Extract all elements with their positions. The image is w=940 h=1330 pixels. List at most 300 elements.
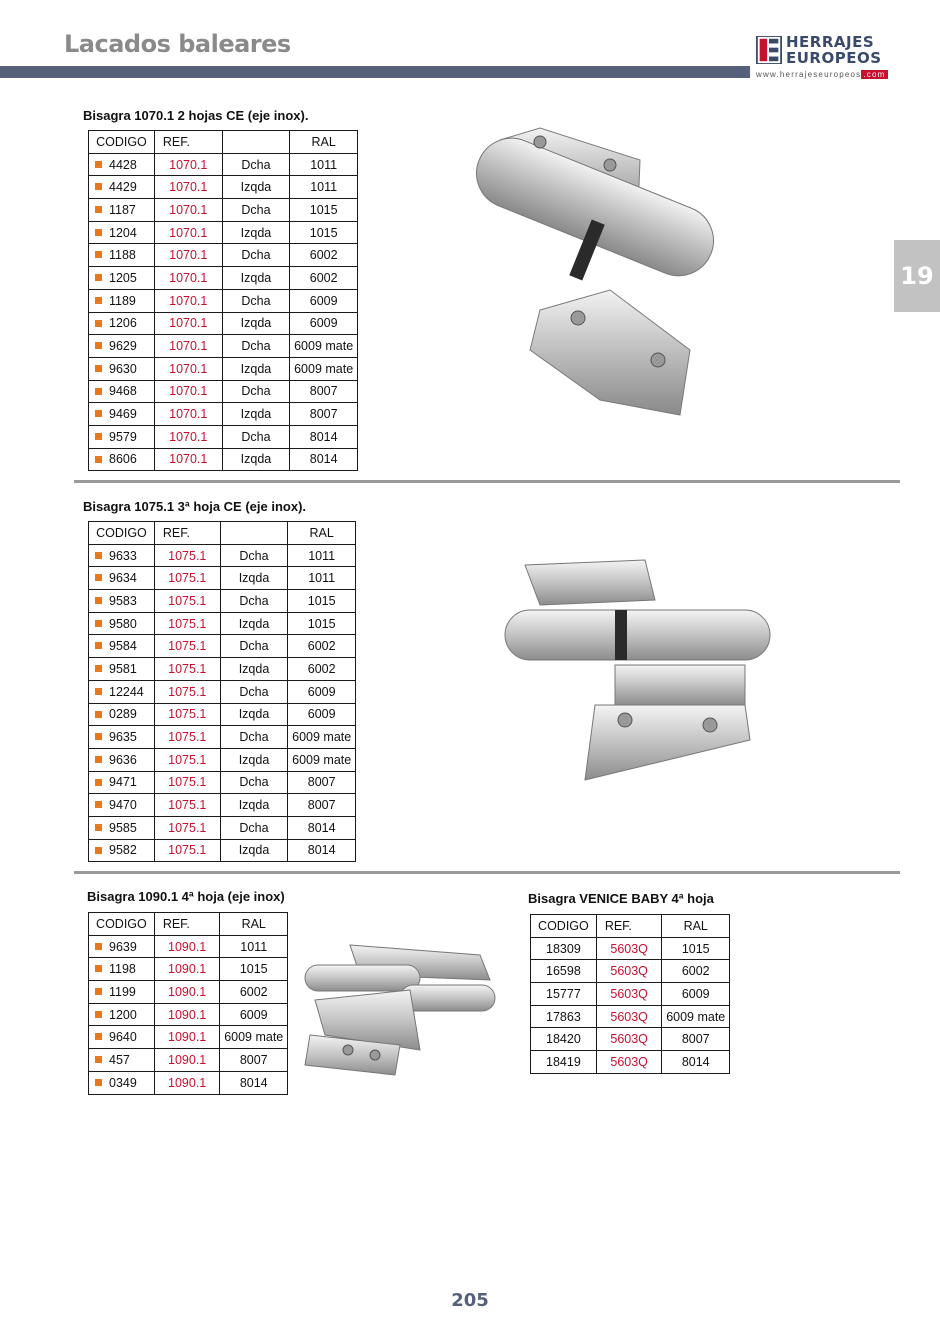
header-bar [0, 66, 750, 78]
table-header-row [89, 131, 358, 154]
cell-codigo-text: 9469 [109, 407, 137, 422]
cell-ref-text: 1090.1 [168, 1052, 207, 1067]
cell-ral [220, 1071, 288, 1094]
cell-ref-text: 1090.1 [168, 1075, 207, 1090]
cell-ral-text: 6009 mate [292, 752, 352, 767]
table-row [89, 357, 358, 380]
cell-ref-text: 1070.1 [169, 157, 208, 172]
bullet-icon [95, 988, 102, 995]
cell-ref-text: 1070.1 [169, 293, 208, 308]
cell-ral [662, 960, 730, 983]
cell-ref-text: 1070.1 [169, 429, 208, 444]
cell-codigo-text: 1188 [109, 248, 136, 263]
cell-codigo-text: 0289 [109, 707, 137, 722]
cell-ref [154, 816, 220, 839]
cell-codigo-text: 9630 [109, 361, 137, 376]
cell-ral [662, 1005, 730, 1028]
cell-codigo [89, 267, 155, 290]
table-row [531, 983, 730, 1006]
bullet-icon [95, 779, 102, 786]
cell-side [220, 816, 288, 839]
cell-side [222, 357, 290, 380]
bullet-icon [95, 1056, 102, 1063]
table-row [531, 937, 730, 960]
table-row [89, 312, 358, 335]
cell-codigo-text: 12244 [109, 684, 144, 699]
cell-ral-text: 6002 [307, 661, 336, 676]
cell-codigo [89, 935, 155, 958]
cell-ref-text: 1075.1 [168, 548, 207, 563]
header-ref: REF. [154, 522, 220, 545]
table-row [89, 567, 356, 590]
cell-ral-text: 1015 [309, 225, 338, 240]
cell-codigo-text: 9633 [109, 548, 137, 563]
cell-codigo-text: 9582 [109, 843, 137, 858]
cell-codigo [89, 1026, 155, 1049]
cell-codigo-text: 1205 [109, 270, 137, 285]
table-row [89, 981, 288, 1004]
cell-side-text: Dcha [239, 730, 269, 745]
cell-codigo-text: 9636 [109, 752, 137, 767]
cell-codigo-text: 9468 [109, 384, 137, 399]
cell-codigo-text: 15777 [546, 986, 581, 1001]
cell-ref [154, 771, 220, 794]
cell-ral [220, 935, 288, 958]
bullet-icon [95, 161, 102, 168]
cell-ref-text: 1075.1 [168, 616, 207, 631]
bullet-icon [95, 574, 102, 581]
table-row [89, 816, 356, 839]
bullet-icon [95, 943, 102, 950]
logo-url-domain: www.herrajeseuropeos [756, 70, 862, 79]
cell-codigo-text: 18420 [546, 1032, 581, 1047]
cell-ral-text: 6002 [307, 639, 336, 654]
table-venice-baby [530, 914, 730, 1074]
logo-url [756, 70, 888, 79]
cell-ral-text: 6009 [239, 1007, 268, 1022]
cell-ref-text: 1090.1 [168, 984, 207, 999]
cell-ral [290, 221, 358, 244]
cell-ral-text: 1015 [307, 593, 336, 608]
cell-ref [154, 1071, 220, 1094]
header-side [220, 522, 288, 545]
table-row [89, 1071, 288, 1094]
cell-ref-text: 1075.1 [168, 820, 207, 835]
table-row [89, 244, 358, 267]
cell-codigo [89, 448, 155, 471]
cell-ral-text: 6009 [307, 707, 336, 722]
cell-ral-text: 6009 mate [224, 1030, 284, 1045]
cell-side-text: Izqda [238, 707, 270, 722]
header-ref: REF. [596, 915, 662, 938]
bullet-icon [95, 756, 102, 763]
cell-ral [290, 199, 358, 222]
cell-ral [662, 1051, 730, 1074]
table-row [89, 403, 358, 426]
cell-codigo [89, 380, 155, 403]
cell-side [222, 153, 290, 176]
cell-codigo-text: 9470 [109, 798, 137, 813]
cell-codigo [89, 567, 155, 590]
cell-ral [288, 748, 356, 771]
bullet-icon [95, 711, 102, 718]
cell-ref [154, 567, 220, 590]
table-row [89, 267, 358, 290]
cell-ral [288, 771, 356, 794]
section-title-1090: Bisagra 1090.1 4ª hoja (eje inox) [87, 889, 285, 904]
cell-side-text: Dcha [241, 384, 271, 399]
cell-ref [596, 1051, 662, 1074]
cell-ral [220, 1003, 288, 1026]
cell-codigo-text: 9581 [109, 661, 137, 676]
cell-ref [154, 448, 222, 471]
cell-codigo [89, 176, 155, 199]
section-title-1075: Bisagra 1075.1 3ª hoja CE (eje inox). [83, 499, 307, 514]
cell-ral [220, 1049, 288, 1072]
table-row [89, 658, 356, 681]
table-row [89, 425, 358, 448]
cell-ref-text: 5603Q [610, 986, 648, 1001]
cell-side-text: Dcha [241, 157, 271, 172]
cell-ref-text: 1090.1 [168, 939, 207, 954]
cell-codigo [89, 612, 155, 635]
cell-ral [662, 937, 730, 960]
table-row [89, 771, 356, 794]
cell-side-text: Dcha [241, 202, 271, 217]
cell-codigo-text: 4428 [109, 157, 137, 172]
cell-ral-text: 6009 mate [294, 339, 354, 354]
cell-side-text: Izqda [240, 316, 272, 331]
cell-ref-text: 1075.1 [168, 684, 207, 699]
cell-side-text: Izqda [240, 407, 272, 422]
cell-ref-text: 1075.1 [168, 639, 207, 654]
bullet-icon [95, 229, 102, 236]
cell-ral [288, 726, 356, 749]
bullet-icon [95, 552, 102, 559]
hinge-1070-image [460, 120, 740, 430]
section-title-venice-baby: Bisagra VENICE BABY 4ª hoja [528, 891, 714, 906]
cell-ref-text: 1070.1 [169, 339, 208, 354]
cell-ral [288, 680, 356, 703]
cell-ref [154, 267, 222, 290]
cell-ral-text: 6002 [681, 964, 710, 979]
cell-side-text: Dcha [239, 684, 269, 699]
cell-ref-text: 1070.1 [169, 361, 208, 376]
cell-codigo [89, 544, 155, 567]
cell-codigo [89, 199, 155, 222]
cell-side [220, 612, 288, 635]
cell-side [222, 448, 290, 471]
cell-ral-text: 6009 [309, 293, 338, 308]
cell-codigo-text: 1199 [109, 984, 136, 999]
table-row [89, 612, 356, 635]
cell-ral [288, 590, 356, 613]
bullet-icon [95, 456, 102, 463]
cell-ref [154, 1049, 220, 1072]
table-row [89, 935, 288, 958]
cell-ref-text: 1070.1 [169, 248, 208, 263]
cell-ref [154, 794, 220, 817]
cell-ref [154, 981, 220, 1004]
cell-ref-text: 5603Q [610, 1054, 648, 1069]
page-title: Lacados baleares [64, 30, 291, 58]
table-row [89, 958, 288, 981]
cell-ref-text: 5603Q [610, 1032, 648, 1047]
cell-ref [154, 658, 220, 681]
cell-codigo-text: 9584 [109, 639, 137, 654]
table-row [89, 335, 358, 358]
cell-ral [290, 176, 358, 199]
cell-ref [596, 1005, 662, 1028]
cell-ral-text: 6002 [309, 270, 338, 285]
cell-codigo [531, 1005, 597, 1028]
bullet-icon [95, 824, 102, 831]
table-1090 [88, 912, 288, 1095]
bullet-icon [95, 1011, 102, 1018]
cell-ral [290, 425, 358, 448]
cell-side [220, 567, 288, 590]
cell-ref-text: 1070.1 [169, 202, 208, 217]
cell-codigo [89, 153, 155, 176]
bullet-icon [95, 665, 102, 672]
cell-codigo [89, 680, 155, 703]
cell-ref [596, 960, 662, 983]
cell-ral-text: 1011 [240, 939, 268, 954]
cell-ral [288, 839, 356, 862]
cell-codigo [89, 1071, 155, 1094]
cell-codigo [89, 357, 155, 380]
table-row [89, 380, 358, 403]
cell-side [220, 748, 288, 771]
cell-side-text: Izqda [238, 571, 270, 586]
cell-ref-text: 1090.1 [168, 1030, 207, 1045]
table-row [531, 1005, 730, 1028]
cell-ral-text: 6009 [681, 986, 710, 1001]
cell-codigo-text: 9579 [109, 429, 137, 444]
logo-url-suffix: .com [863, 70, 886, 79]
cell-side [220, 680, 288, 703]
cell-codigo [89, 244, 155, 267]
cell-side [220, 658, 288, 681]
cell-codigo [89, 794, 155, 817]
cell-codigo-text: 9585 [109, 820, 137, 835]
cell-side-text: Dcha [239, 548, 269, 563]
cell-ref [154, 726, 220, 749]
table-row [89, 680, 356, 703]
table-row [89, 1049, 288, 1072]
cell-ref [154, 935, 220, 958]
cell-side-text: Izqda [240, 361, 272, 376]
cell-codigo-text: 9639 [109, 939, 137, 954]
cell-ral [290, 403, 358, 426]
bullet-icon [95, 733, 102, 740]
cell-ral [288, 816, 356, 839]
cell-ral [662, 1028, 730, 1051]
cell-side [222, 312, 290, 335]
section-title-1070: Bisagra 1070.1 2 hojas CE (eje inox). [83, 108, 309, 123]
cell-codigo-text: 9583 [109, 593, 137, 608]
cell-ral-text: 8007 [307, 798, 336, 813]
cell-ref [154, 680, 220, 703]
table-row [89, 635, 356, 658]
cell-ral-text: 6009 mate [666, 1009, 726, 1024]
cell-ref-text: 1075.1 [168, 730, 207, 745]
cell-side-text: Izqda [238, 752, 270, 767]
cell-ral-text: 8007 [239, 1052, 268, 1067]
cell-ral [288, 703, 356, 726]
table-row [89, 1026, 288, 1049]
header-ref: REF. [154, 913, 220, 936]
cell-ref [154, 289, 222, 312]
cell-side [220, 771, 288, 794]
header-codigo: CODIGO [531, 915, 597, 938]
header-codigo: CODIGO [89, 913, 155, 936]
cell-codigo [531, 983, 597, 1006]
cell-side [222, 221, 290, 244]
cell-ral [290, 448, 358, 471]
table-row [89, 199, 358, 222]
bullet-icon [95, 251, 102, 258]
cell-ral [288, 635, 356, 658]
cell-codigo-text: 1204 [109, 225, 137, 240]
cell-ral-text: 1015 [309, 202, 338, 217]
cell-codigo [89, 703, 155, 726]
chapter-tab: 19 [894, 240, 940, 312]
bullet-icon [95, 183, 102, 190]
table-row [89, 748, 356, 771]
logo-line-1: HERRAJES [786, 33, 875, 51]
cell-ref-text: 5603Q [610, 1009, 648, 1024]
cell-ral [290, 267, 358, 290]
bullet-icon [95, 801, 102, 808]
cell-ref [154, 312, 222, 335]
cell-ral-text: 8007 [307, 775, 336, 790]
cell-ref-text: 1075.1 [168, 661, 207, 676]
hinge-1075-image [495, 555, 780, 795]
header-side [222, 131, 290, 154]
table-row [89, 448, 358, 471]
cell-ral-text: 1011 [310, 180, 338, 195]
table-row [89, 289, 358, 312]
cell-ral [290, 244, 358, 267]
cell-side-text: Dcha [241, 339, 271, 354]
cell-ral-text: 8014 [239, 1075, 268, 1090]
cell-ref-text: 1075.1 [168, 843, 207, 858]
cell-ref-text: 1075.1 [168, 775, 207, 790]
cell-ral-text: 8007 [309, 384, 338, 399]
cell-codigo [89, 403, 155, 426]
cell-side [222, 267, 290, 290]
brand-logo [756, 34, 896, 86]
table-row [89, 221, 358, 244]
cell-ref [596, 983, 662, 1006]
header-ref: REF. [154, 131, 222, 154]
table-row [89, 590, 356, 613]
cell-side-text: Dcha [239, 639, 269, 654]
cell-ral [220, 981, 288, 1004]
cell-side-text: Izqda [240, 270, 272, 285]
cell-ref-text: 1070.1 [169, 407, 208, 422]
cell-codigo [89, 221, 155, 244]
bullet-icon [95, 965, 102, 972]
table-row [89, 726, 356, 749]
cell-side-text: Dcha [239, 593, 269, 608]
cell-ref-text: 1090.1 [168, 962, 207, 977]
cell-side [220, 635, 288, 658]
cell-codigo [89, 771, 155, 794]
bullet-icon [95, 688, 102, 695]
cell-codigo-text: 17863 [546, 1009, 581, 1024]
cell-ral-text: 6009 mate [292, 730, 352, 745]
cell-codigo [89, 590, 155, 613]
cell-ral-text: 8014 [309, 429, 338, 444]
bullet-icon [95, 206, 102, 213]
cell-ref-text: 1070.1 [169, 225, 208, 240]
header-ral: RAL [290, 131, 358, 154]
header-codigo: CODIGO [89, 522, 155, 545]
cell-ral-text: 6009 [307, 684, 336, 699]
cell-ral-text: 6002 [309, 248, 338, 263]
cell-ref [596, 1028, 662, 1051]
bullet-icon [95, 597, 102, 604]
cell-codigo-text: 9640 [109, 1030, 137, 1045]
cell-ral [290, 312, 358, 335]
bullet-icon [95, 274, 102, 281]
cell-codigo-text: 9635 [109, 730, 137, 745]
cell-ral-text: 1011 [310, 157, 338, 172]
cell-side-text: Izqda [238, 661, 270, 676]
cell-codigo-text: 9634 [109, 571, 137, 586]
cell-ref [154, 590, 220, 613]
bullet-icon [95, 847, 102, 854]
cell-side-text: Izqda [240, 225, 272, 240]
cell-ref-text: 1075.1 [168, 752, 207, 767]
cell-ref-text: 1070.1 [169, 316, 208, 331]
cell-codigo [531, 937, 597, 960]
cell-ral [662, 983, 730, 1006]
cell-codigo [89, 289, 155, 312]
cell-ral-text: 8007 [681, 1032, 710, 1047]
cell-ref [154, 748, 220, 771]
bullet-icon [95, 365, 102, 372]
logo-line-2: EUROPEOS [786, 49, 882, 67]
cell-ral [220, 958, 288, 981]
cell-ral-text: 8014 [309, 452, 338, 467]
table-row [89, 794, 356, 817]
cell-codigo-text: 18309 [546, 941, 581, 956]
cell-side-text: Dcha [241, 293, 271, 308]
cell-codigo-text: 9629 [109, 339, 137, 354]
cell-side [222, 403, 290, 426]
cell-ref [154, 612, 220, 635]
cell-side-text: Izqda [238, 843, 270, 858]
cell-ref [154, 839, 220, 862]
cell-codigo [89, 1049, 155, 1072]
cell-ref-text: 1070.1 [169, 384, 208, 399]
table-row [89, 544, 356, 567]
cell-ral-text: 6009 mate [294, 361, 354, 376]
cell-ral-text: 6002 [239, 984, 268, 999]
bullet-icon [95, 1079, 102, 1086]
cell-codigo-text: 8606 [109, 452, 137, 467]
bullet-icon [95, 1033, 102, 1040]
cell-codigo [531, 1028, 597, 1051]
cell-ref-text: 1070.1 [169, 180, 208, 195]
cell-ref-text: 5603Q [610, 964, 648, 979]
cell-ral [290, 153, 358, 176]
bullet-icon [95, 410, 102, 417]
cell-ral-text: 8014 [681, 1054, 710, 1069]
